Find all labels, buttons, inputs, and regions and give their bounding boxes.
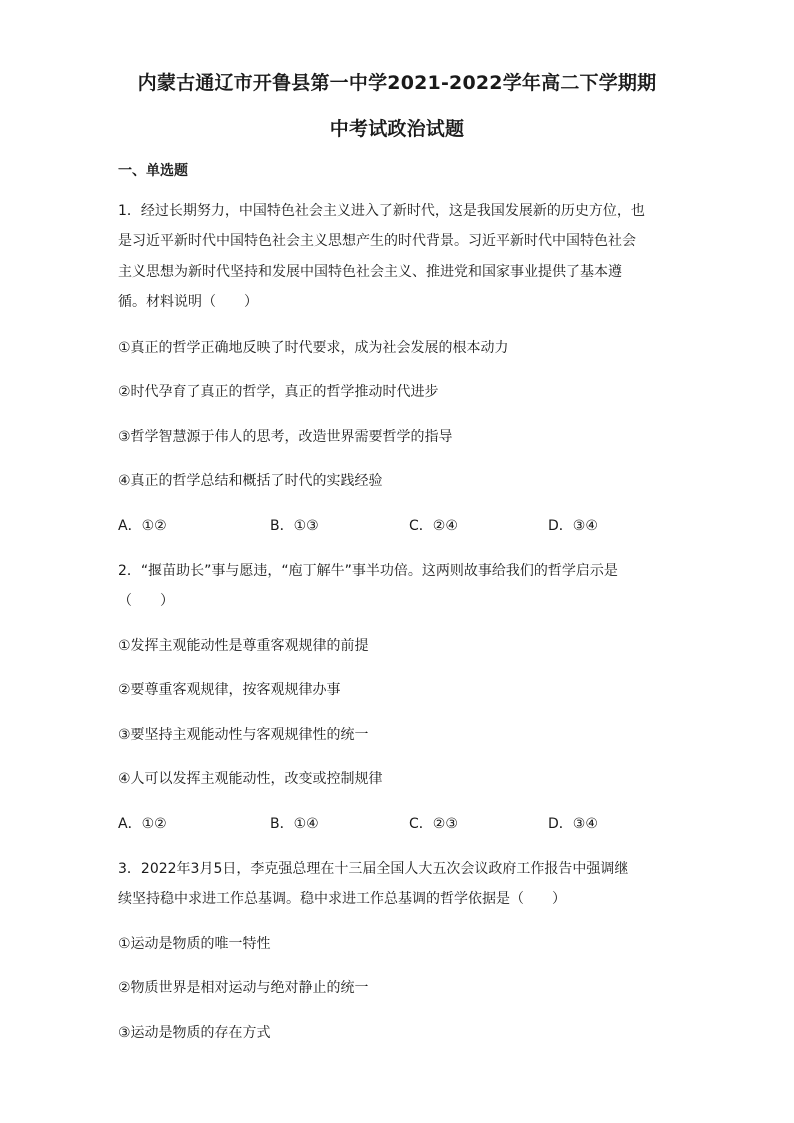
q2-option-d[interactable]: D．③④ (548, 816, 598, 832)
q1-stem-line-4: 循。材料说明（ ） (118, 294, 258, 310)
q3-statement-2: ②物质世界是相对运动与绝对静止的统一 (118, 980, 369, 996)
q2-option-c[interactable]: C．②③ (409, 816, 458, 832)
q1-statement-2: ②时代孕育了真正的哲学，真正的哲学推动时代进步 (118, 384, 439, 400)
q1-stem-line-3: 主义思想为新时代坚持和发展中国特色社会主义、推进党和国家事业提供了基本遵 (118, 264, 622, 280)
q2-stem-line-1: 2．“揠苗助长”事与愿违，“庖丁解牛”事半功倍。这两则故事给我们的哲学启示是 (118, 563, 618, 579)
q3-statement-1: ①运动是物质的唯一特性 (118, 936, 271, 952)
q1-statement-4: ④真正的哲学总结和概括了时代的实践经验 (118, 473, 383, 489)
document-title-line-1: 内蒙古通辽市开鲁县第一中学2021-2022学年高二下学期期 (137, 72, 657, 94)
q1-stem-line-2: 是习近平新时代中国特色社会主义思想产生的时代背景。习近平新时代中国特色社会 (118, 233, 636, 249)
document-title-line-2: 中考试政治试题 (329, 118, 465, 140)
q1-option-c[interactable]: C．②④ (409, 518, 458, 534)
q1-option-b[interactable]: B．①③ (270, 518, 319, 534)
q3-statement-3: ③运动是物质的存在方式 (118, 1025, 271, 1041)
q2-statement-1: ①发挥主观能动性是尊重客观规律的前提 (118, 638, 369, 654)
q3-stem-line-2: 续坚持稳中求进工作总基调。稳中求进工作总基调的哲学依据是（ ） (118, 891, 566, 907)
q1-stem-line-1: 1．经过长期努力，中国特色社会主义进入了新时代，这是我国发展新的历史方位，也 (118, 203, 645, 219)
q2-statement-4: ④人可以发挥主观能动性，改变或控制规律 (118, 771, 383, 787)
q2-statement-3: ③要坚持主观能动性与客观规律性的统一 (118, 727, 369, 743)
q1-statement-1: ①真正的哲学正确地反映了时代要求，成为社会发展的根本动力 (118, 340, 509, 356)
q2-stem-line-2: （ ） (118, 593, 174, 609)
q1-statement-3: ③哲学智慧源于伟人的思考，改造世界需要哲学的指导 (118, 429, 453, 445)
q2-option-a[interactable]: A．①② (118, 816, 167, 832)
q2-option-b[interactable]: B．①④ (270, 816, 319, 832)
q3-stem-line-1: 3．2022年3月5日，李克强总理在十三届全国人大五次会议政府工作报告中强调继 (118, 861, 629, 877)
q1-option-a[interactable]: A．①② (118, 518, 167, 534)
q1-option-d[interactable]: D．③④ (548, 518, 598, 534)
q2-statement-2: ②要尊重客观规律，按客观规律办事 (118, 682, 341, 698)
section-heading: 一、单选题 (118, 163, 188, 179)
